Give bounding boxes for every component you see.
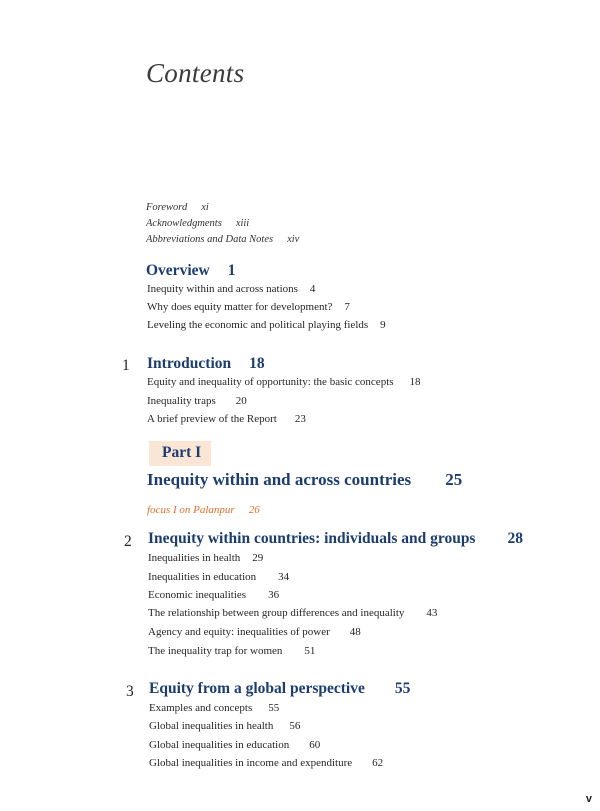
heading-label: Inequity within countries: individuals and groups — [148, 530, 476, 547]
toc-label: Inequity within and across nations — [147, 283, 298, 295]
toc-page: 62 — [372, 757, 384, 769]
toc-item[interactable] — [148, 645, 315, 657]
toc-page: 7 — [344, 301, 350, 313]
heading-page: 28 — [507, 530, 523, 547]
toc-label: Global inequalities in education — [149, 739, 290, 751]
toc-label: Economic inequalities — [148, 589, 247, 601]
heading-label: Overview — [146, 262, 210, 279]
toc-page: 18 — [409, 376, 421, 388]
toc-front-foreword[interactable] — [146, 202, 209, 213]
toc-page: 23 — [294, 413, 306, 425]
toc-label: Leveling the economic and political playing fields — [147, 319, 369, 331]
chapter-number: 1 — [122, 357, 130, 374]
toc-label: Inequalities in education — [148, 571, 257, 583]
toc-item[interactable] — [147, 395, 247, 407]
toc-item[interactable] — [149, 702, 279, 714]
toc-item[interactable] — [148, 571, 289, 583]
toc-focus-item[interactable] — [147, 504, 260, 516]
toc-page: 9 — [380, 319, 386, 331]
heading-page: 1 — [227, 262, 236, 279]
toc-page: 4 — [309, 283, 316, 295]
toc-item[interactable] — [149, 757, 383, 769]
part-title-page: 25 — [445, 470, 463, 489]
toc-label: Why does equity matter for development? — [147, 301, 333, 313]
toc-page: 51 — [304, 645, 316, 657]
toc-item[interactable] — [149, 720, 300, 732]
page-number: v — [585, 793, 592, 805]
toc-heading-overview[interactable] — [146, 262, 235, 280]
toc-label: A brief preview of the Report — [147, 413, 277, 425]
heading-label: Equity from a global perspective — [149, 680, 365, 697]
toc-page: xi — [201, 202, 209, 213]
toc-page: 29 — [252, 552, 264, 564]
toc-heading-chapter2[interactable] — [148, 530, 523, 548]
toc-part-title[interactable] — [147, 470, 462, 490]
toc-label: Abbreviations and Data Notes — [146, 234, 274, 245]
toc-label: The inequality trap for women — [148, 645, 283, 657]
toc-front-abbreviations[interactable] — [146, 234, 299, 245]
toc-label: Foreword — [146, 202, 188, 213]
heading-label: Introduction — [147, 355, 232, 372]
toc-item[interactable] — [147, 319, 386, 331]
toc-heading-introduction[interactable] — [147, 355, 265, 373]
toc-page: 55 — [268, 702, 280, 714]
toc-item[interactable] — [148, 552, 263, 564]
toc-page: xiii — [235, 218, 250, 229]
toc-item[interactable] — [147, 413, 306, 425]
toc-label: Inequalities in health — [148, 552, 241, 564]
chapter-number: 2 — [124, 533, 132, 550]
toc-item[interactable] — [147, 283, 315, 295]
toc-label: Inequality traps — [147, 395, 216, 407]
toc-label: Agency and equity: inequalities of power — [148, 626, 330, 638]
toc-label: Acknowledgments — [146, 218, 222, 229]
toc-item[interactable] — [148, 589, 279, 601]
toc-item[interactable] — [147, 376, 421, 388]
toc-heading-chapter3[interactable] — [149, 680, 410, 698]
page-title: Contents — [146, 58, 245, 88]
part-label: Part I — [162, 444, 202, 461]
part-title-label: Inequity within and across countries — [147, 470, 412, 489]
toc-page: 48 — [349, 626, 361, 638]
toc-page: 56 — [289, 720, 301, 732]
toc-label: Global inequalities in health — [149, 720, 274, 732]
chapter-number: 3 — [126, 683, 134, 700]
toc-item[interactable] — [148, 607, 437, 619]
toc-page: 43 — [426, 607, 438, 619]
toc-item[interactable] — [148, 626, 361, 638]
toc-label: Equity and inequality of opportunity: the basic concepts — [147, 376, 394, 388]
toc-page: xiv — [287, 234, 300, 245]
toc-page: 20 — [235, 395, 247, 407]
toc-front-acknowledgments[interactable] — [146, 218, 249, 229]
toc-label: The relationship between group differences and inequality — [148, 607, 405, 619]
toc-item[interactable] — [147, 301, 350, 313]
toc-label: Examples and concepts — [149, 702, 253, 714]
heading-page: 55 — [394, 680, 411, 697]
toc-page: 60 — [309, 739, 321, 751]
toc-label: Global inequalities in income and expenditure — [149, 757, 353, 769]
toc-page: 36 — [268, 589, 280, 601]
toc-page: 34 — [278, 571, 290, 583]
focus-page: 26 — [248, 504, 260, 516]
heading-page: 18 — [249, 355, 265, 372]
toc-item[interactable] — [149, 739, 320, 751]
focus-label: focus I on Palanpur — [147, 504, 235, 516]
